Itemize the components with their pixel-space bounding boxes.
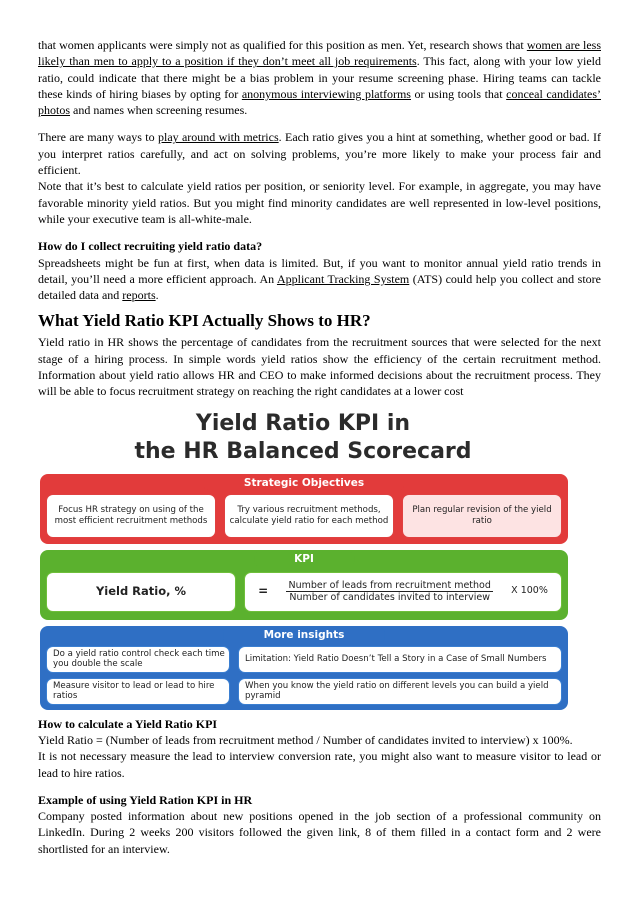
calc-heading: How to calculate a Yield Ratio KPI — [38, 716, 218, 731]
link-anonymous-interviewing[interactable]: anonymous interviewing platforms — [241, 86, 411, 101]
link-reports[interactable]: reports — [122, 288, 156, 303]
fraction-denominator: Number of candidates invited to interview — [289, 592, 490, 604]
kpi-band — [40, 550, 568, 620]
note-paragraph: Note that it’s best to calculate yield ratios per position, or seniority level. For example, in aggregate, you may have favorable minority yield ratios. But you might find minority candidates are well represented in low-level positions, while your executive team is all-white-male. — [38, 179, 601, 226]
infographic — [38, 410, 568, 710]
insight-item-2: Limitation: Yield Ratio Doesn’t Tell a Story in a Case of Small Numbers — [238, 646, 562, 673]
example-body: Company posted information about new positions opened in the job section of a professional community on LinkedIn. During 2 weeks 200 visitors followed the given link, 8 of them filled in a contact form and 2 were shortlisted for an interview. — [38, 809, 601, 856]
link-conceal-photos[interactable]: conceal candidates’ photos — [38, 86, 601, 118]
text: . This fact, along with your low yield ratio, could indicate that there might be a bias problem in your resume screening phase. Hiring teams can tackle these kinds of hiring biases by opting for — [38, 54, 601, 101]
kpi-formula-box — [244, 572, 562, 612]
text: and names when screening resumes. — [70, 103, 248, 118]
text: or using tools that — [410, 86, 507, 101]
link-play-around-metrics[interactable]: play around with metrics — [157, 130, 279, 145]
insights-band — [40, 626, 568, 710]
insights-head: More insights — [224, 628, 385, 642]
link-women-less-likely[interactable]: women are less likely than men to apply to a position if they don’t meet all job requirements — [38, 38, 601, 69]
text: that women applicants were simply not as qualified for this position as men. Yet, research shows that — [38, 38, 527, 52]
kpi-name: Yield Ratio, % — [95, 584, 187, 599]
kpi-fraction — [286, 580, 492, 603]
collect-data-paragraph — [38, 255, 601, 304]
times-100-percent: X 100% — [511, 585, 548, 597]
text: (ATS) could help you collect and store detailed data and — [38, 271, 601, 303]
text: There are many ways to — [38, 130, 158, 145]
section-body: Yield ratio in HR shows the percentage of candidates from the recruitment sources that were selected for the next stage of a hiring process. In simple words yield ratios show the efficiency of the certain recruitment method. Information about yield ratio allows HR and CEO to make informed decisions about the recruitment process. They will be able to focus recruitment strategy on reaching the right candidates at a lower cost — [38, 335, 601, 399]
metrics-paragraph — [38, 129, 601, 178]
infographic-title-line2: the HR Balanced Scorecard — [134, 438, 472, 464]
text: . — [155, 288, 159, 303]
collect-data-heading: How do I collect recruiting yield ratio data? — [38, 239, 263, 254]
infographic-title — [38, 410, 568, 466]
example-heading: Example of using Yield Ration KPI in HR — [38, 792, 253, 807]
document-page — [38, 37, 601, 857]
kpi-head: KPI — [254, 552, 354, 566]
strategic-item-1: Focus HR strategy on using of the most efficient recruitment methods — [46, 494, 216, 538]
infographic-title-line1: Yield Ratio KPI in — [195, 410, 411, 436]
fraction-numerator: Number of leads from recruitment method — [288, 580, 491, 592]
calc-note: It is not necessary measure the lead to interview conversion rate, you might also want to measure visitor to lead or lead to hire ratios. — [38, 749, 601, 780]
link-ats[interactable]: Applicant Tracking System — [276, 271, 410, 286]
text: Spreadsheets might be fun at first, when data is limited. But, if you want to monitor annual yield ratio trends in detail, you’ll need a more efficient approach. An — [38, 255, 601, 286]
strategic-item-3: Plan regular revision of the yield ratio — [402, 494, 562, 538]
intro-paragraph — [38, 37, 601, 118]
strategic-item-2: Try various recruitment methods, calculate yield ratio for each method — [224, 494, 394, 538]
calc-body: Yield Ratio = (Number of leads from recruitment method / Number of candidates invited to interview) x 100%. — [38, 732, 573, 747]
strategic-objectives-head: Strategic Objectives — [204, 476, 404, 490]
insight-item-4: When you know the yield ratio on different levels you can build a yield pyramid — [238, 678, 562, 705]
strategic-objectives-band — [40, 474, 568, 544]
equals-sign: = — [258, 584, 269, 599]
section-title: What Yield Ratio KPI Actually Shows to HR? — [38, 311, 371, 331]
kpi-name-box — [46, 572, 236, 612]
insight-item-1: Do a yield ratio control check each time you double the scale — [46, 646, 230, 673]
text: . Each ratio gives you a hint at something, whether good or bad. If you interpret ratios carefully, and act on solving problems, you’re more likely to make your process fair and efficient. — [38, 130, 601, 178]
insight-item-3: Measure visitor to lead or lead to hire ratios — [46, 678, 230, 705]
